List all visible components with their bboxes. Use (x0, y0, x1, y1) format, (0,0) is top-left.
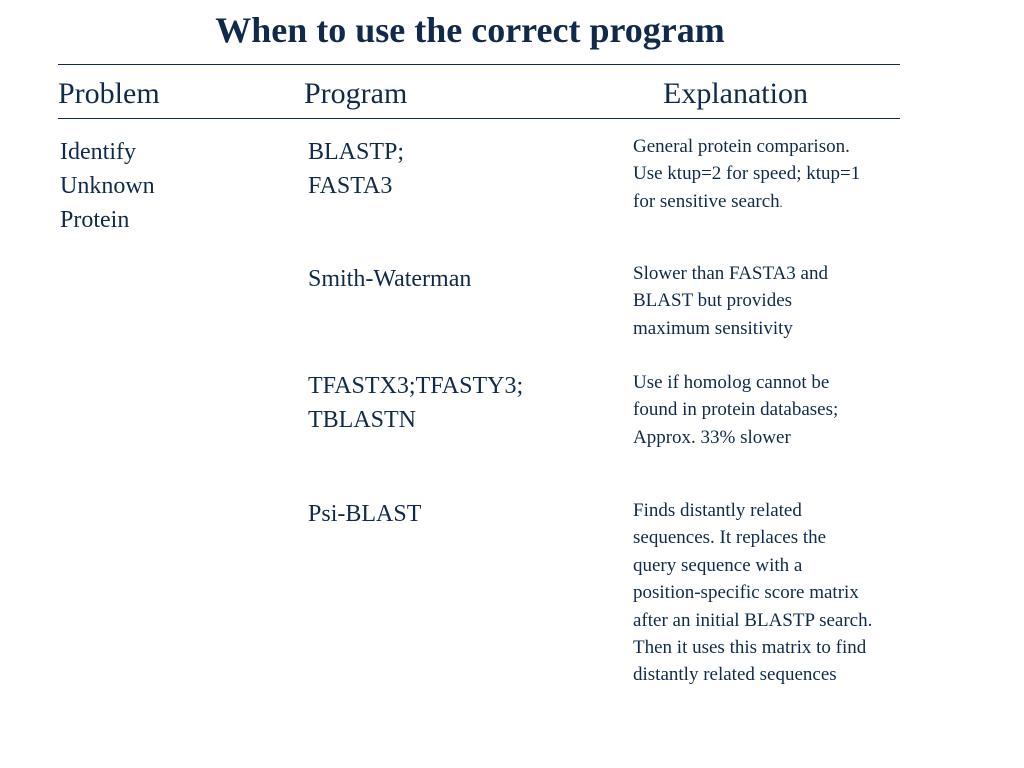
program-cell-blastp-fasta3: BLASTP; FASTA3 (308, 139, 405, 199)
program-cell-psi-blast: Psi-BLAST (308, 501, 422, 527)
explanation-cell-blastp-fasta3 (633, 133, 873, 217)
slide-title: When to use the correct program (215, 10, 725, 50)
explanation-cell-psi-blast: Finds distantly related sequences. It replaces the query sequence with a position-specific score matrix after an initial BLASTP search. Then it uses this matrix to find distantly related sequences (633, 500, 873, 686)
explanation-cell-tfastx3-tfasty3-tblastn: Use if homolog cannot be found in protein databases; Approx. 33% slower (633, 372, 839, 448)
explanation-cell-smith-waterman: Slower than FASTA3 and BLAST but provides maximum sensitivity (633, 263, 828, 339)
explanation-period: . (779, 195, 783, 210)
program-cell-smith-waterman: Smith-Waterman (308, 266, 472, 292)
column-header-problem: Problem (58, 77, 160, 110)
column-header-explanation: Explanation (663, 77, 808, 110)
column-header-program: Program (304, 77, 408, 110)
header-top-rule (58, 64, 900, 65)
header-bottom-rule (58, 118, 900, 119)
program-cell-tfastx3-tfasty3-tblastn: TFASTX3;TFASTY3; TBLASTN (308, 373, 524, 433)
explanation-text: General protein comparison. Use ktup=2 for speed; ktup=1 for sensitive search (633, 136, 861, 212)
problem-cell: Identify Unknown Protein (60, 139, 155, 233)
